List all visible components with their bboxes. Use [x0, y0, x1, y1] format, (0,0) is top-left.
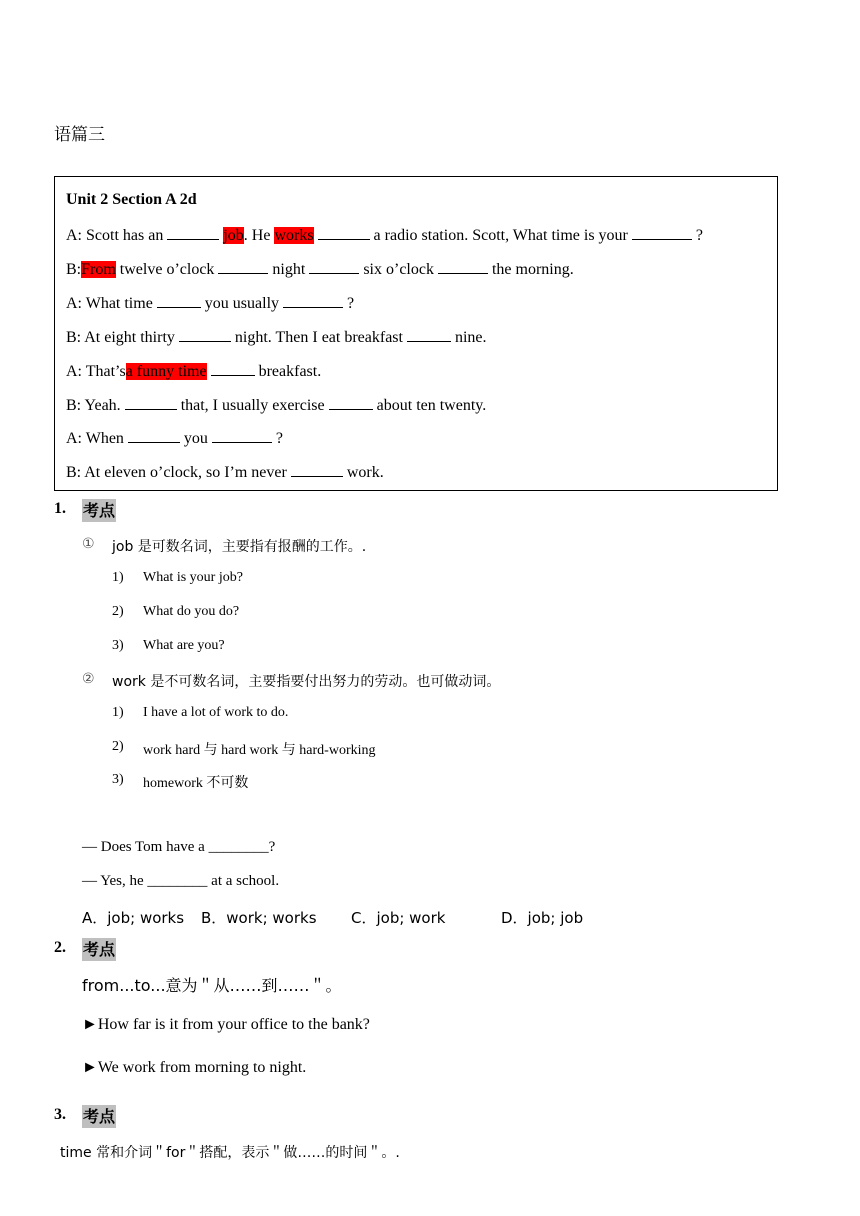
example-text: What is your job? [143, 570, 243, 585]
answer-blank[interactable] [128, 428, 180, 443]
example-number: 1) [112, 570, 124, 585]
answer-blank[interactable] [167, 225, 219, 240]
example-number: 3) [112, 638, 124, 653]
example-text: What are you? [143, 638, 225, 653]
answer-blank[interactable] [318, 225, 370, 240]
option-b[interactable]: B．work; works [201, 909, 317, 927]
example-text: homework 不可数 [143, 776, 249, 791]
example-text: I have a lot of work to do. [143, 705, 289, 720]
point-3-tag: 考点 [83, 1107, 116, 1126]
example-number: 1) [112, 705, 124, 720]
example-number: 2) [112, 604, 124, 619]
answer-blank[interactable] [329, 395, 373, 410]
job-note: job 是可数名词，主要指有报酬的工作。. [112, 539, 367, 555]
answer-blank[interactable] [291, 462, 343, 477]
answer-blank[interactable] [218, 259, 268, 274]
answer-blank[interactable] [438, 259, 488, 274]
answer-blank[interactable] [632, 225, 692, 240]
passage-line-1: A: Scott has an job. He works a radio station. Scott, What time is your ? [66, 227, 703, 244]
question-line-2: — Yes, he ________ at a school. [82, 873, 280, 889]
passage-line-7: A: When you ? [66, 430, 284, 447]
passage-line-8: B: At eleven o’clock, so I’m never work. [66, 464, 384, 481]
option-a[interactable]: A．job; works [82, 909, 185, 927]
highlight-from: From [81, 261, 116, 278]
question-line-1: — Does Tom have a ________? [82, 839, 276, 855]
answer-blank[interactable] [157, 293, 201, 308]
passage-box [54, 176, 778, 491]
from-to-note: from...to...意为＂从……到……＂。 [82, 976, 342, 995]
highlight-works: works [274, 227, 314, 244]
example-sentence-2: ►We work from morning to night. [82, 1059, 307, 1076]
point-3-number: 3. [54, 1106, 66, 1123]
answer-blank[interactable] [125, 395, 177, 410]
time-for-note: time 常和介词＂for＂搭配，表示＂做……的时间＂。. [60, 1145, 400, 1161]
work-note: work 是不可数名词，主要指要付出努力的劳动。也可做动词。 [112, 674, 501, 690]
point-1-tag: 考点 [83, 501, 116, 520]
answer-blank[interactable] [179, 327, 231, 342]
highlight-job: job [223, 227, 244, 244]
passage-line-5: A: That’sa funny time breakfast. [66, 363, 322, 380]
example-text: What do you do? [143, 604, 240, 619]
marker-1: ① [82, 536, 95, 552]
point-1-number: 1. [54, 500, 66, 517]
example-number: 2) [112, 739, 124, 754]
answer-blank[interactable] [211, 361, 255, 376]
passage-title: Unit 2 Section A 2d [66, 191, 197, 208]
option-d[interactable]: D．job; job [501, 909, 584, 927]
highlight-a-funny-time: a funny time [125, 363, 207, 380]
option-c[interactable]: C．job; work [351, 909, 446, 927]
passage-line-3: A: What time you usually ? [66, 295, 355, 312]
point-2-number: 2. [54, 939, 66, 956]
answer-blank[interactable] [407, 327, 451, 342]
example-number: 3) [112, 772, 124, 787]
example-sentence-1: ►How far is it from your office to the bank? [82, 1016, 370, 1033]
example-text: work hard 与 hard work 与 hard-working [143, 743, 376, 758]
passage-line-4: B: At eight thirty night. Then I eat breakfast nine. [66, 329, 487, 346]
passage-line-6: B: Yeah. that, I usually exercise about ten twenty. [66, 397, 487, 414]
passage-line-2: B:From twelve o’clock night six o’clock the morning. [66, 261, 574, 278]
answer-blank[interactable] [309, 259, 359, 274]
answer-blank[interactable] [283, 293, 343, 308]
answer-blank[interactable] [212, 428, 272, 443]
point-2-tag: 考点 [83, 940, 116, 959]
section-heading: 语篇三 [54, 125, 105, 145]
marker-2: ② [82, 671, 95, 687]
